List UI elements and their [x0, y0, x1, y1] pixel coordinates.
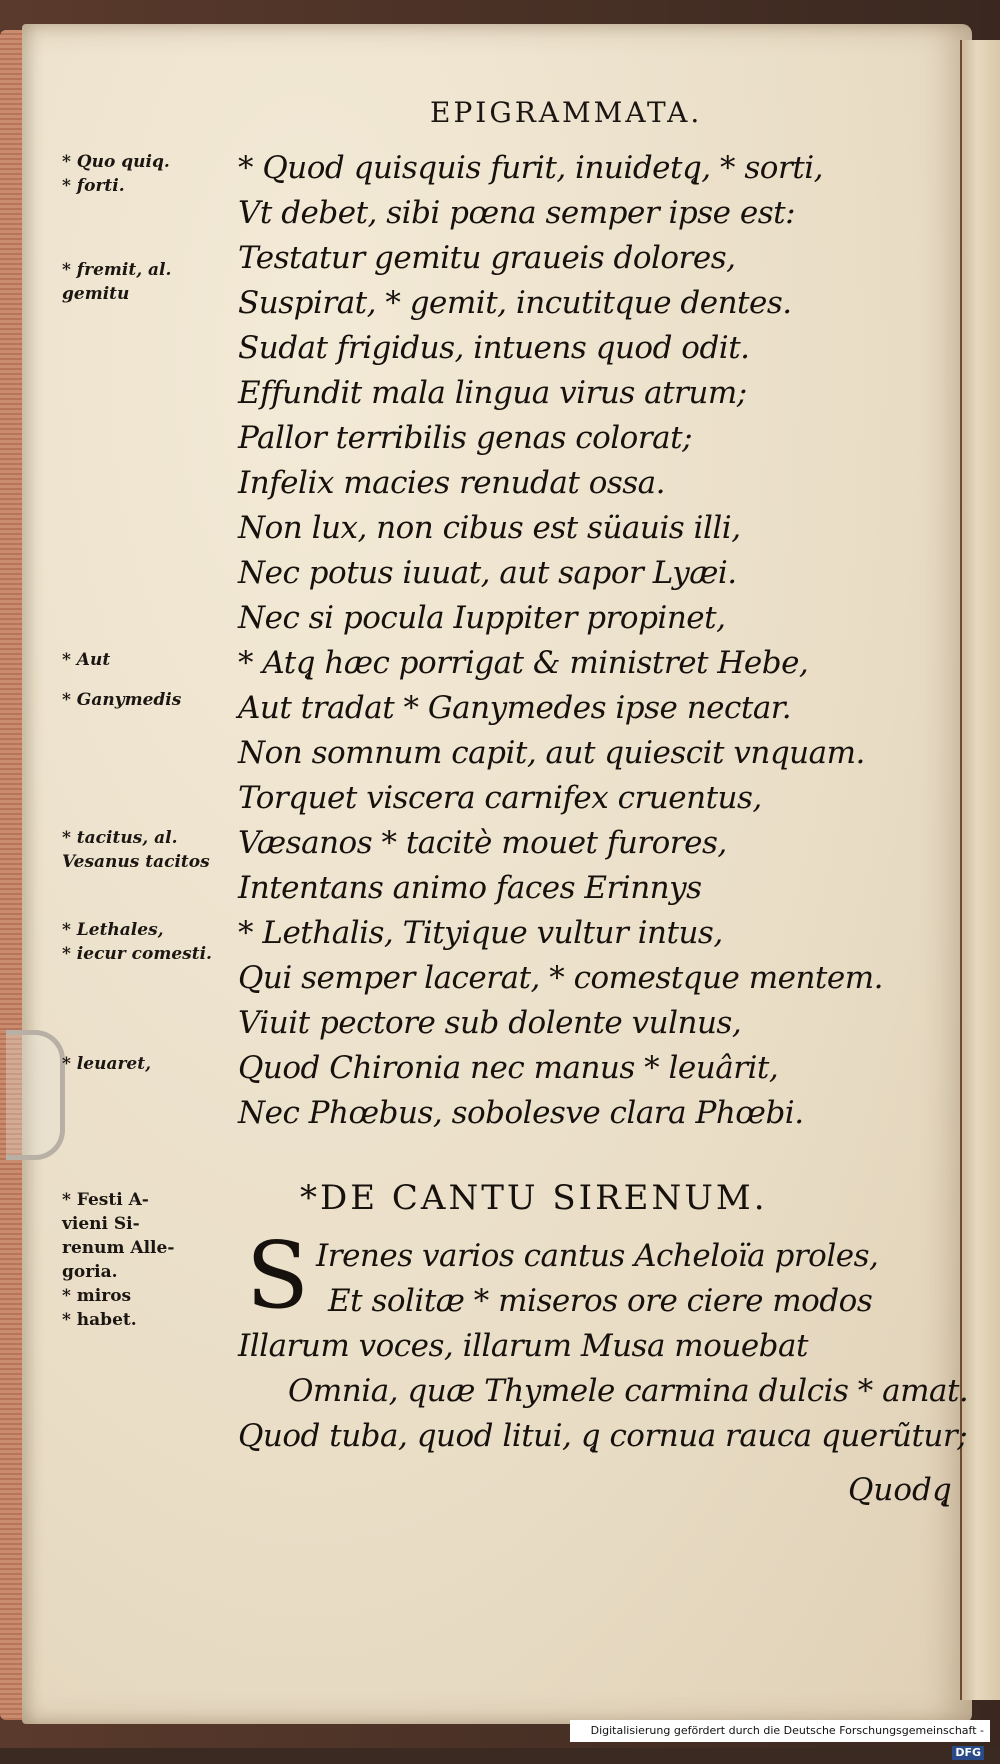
poem-line: * Quod quisquis furit, inuidetq̨, * sorti,: [238, 150, 823, 186]
poem-line: Effundit mala lingua virus atrum;: [238, 375, 747, 411]
poem-line: Et solitæ * miseros ore ciere modos: [328, 1283, 873, 1319]
poem-title: *DE CANTU SIRENUM.: [300, 1178, 768, 1218]
poem-line: Infelix macies renudat ossa.: [238, 465, 666, 501]
poem-line: Viuit pectore sub dolente vulnus,: [238, 1005, 742, 1041]
poem-line: Vt debet, sibi pœna semper ipse est:: [238, 195, 796, 231]
margin-note: * Festi A- vieni Si- renum Alle- goria. * miros * habet.: [62, 1190, 175, 1330]
dfg-logo: DFG: [952, 1746, 984, 1760]
margin-note: * Aut: [62, 650, 111, 670]
margin-note: * Lethales, * iecur comesti.: [62, 920, 212, 964]
margin-note: * leuaret,: [62, 1054, 152, 1074]
poem-line: Aut tradat * Ganymedes ipse nectar.: [238, 690, 792, 726]
poem-line: Suspirat, * gemit, incutitque dentes.: [238, 285, 792, 321]
poem-line: Sudat frigidus, intuens quod odit.: [238, 330, 750, 366]
poem-line: Nec si pocula Iuppiter propinet,: [238, 600, 726, 636]
poem-line: Non somnum capit, aut quiescit vnquam.: [238, 735, 865, 771]
poem-line: Quod tuba, quod litui, q̨ cornua rauca querũtur;: [238, 1418, 968, 1454]
book-clasp: [6, 1030, 65, 1160]
poem-line: Pallor terribilis genas colorat;: [238, 420, 693, 456]
poem-line: Non lux, non cibus est süauis illi,: [238, 510, 741, 546]
running-head: EPIGRAMMATA.: [430, 96, 703, 129]
margin-note: * tacitus, al. Vesanus tacitos: [62, 828, 210, 872]
footer-text: Digitalisierung gefördert durch die Deutsche Forschungsgemeinschaft -: [590, 1724, 984, 1737]
poem-line: Omnia, quæ Thymele carmina dulcis * amat.: [288, 1373, 969, 1409]
digitization-footer: [570, 1720, 990, 1759]
poem-line: Væsanos * tacitè mouet furores,: [238, 825, 727, 861]
margin-note: * Quo quiq̨. * forti.: [62, 152, 170, 196]
poem-line: Torquet viscera carnifex cruentus,: [238, 780, 762, 816]
margin-note: * Ganymedis: [62, 690, 182, 710]
poem-line: Qui semper lacerat, * comestque mentem.: [238, 960, 883, 996]
poem-line: Nec Phœbus, sobolesve clara Phœbi.: [238, 1095, 804, 1131]
drop-cap: S: [246, 1222, 310, 1329]
poem-line: * Atq̨ hæc porrigat & ministret Hebe,: [238, 645, 809, 681]
poem-line: Intentans animo faces Erinnys: [238, 870, 702, 906]
poem-line: Nec potus iuuat, aut sapor Lyæi.: [238, 555, 737, 591]
poem-line: Testatur gemitu graueis dolores,: [238, 240, 736, 276]
catchword: Quodq̨: [848, 1472, 952, 1508]
poem-line: Irenes varios cantus Acheloïa proles,: [316, 1238, 879, 1274]
poem-line: Illarum voces, illarum Musa mouebat: [238, 1328, 808, 1364]
poem-line: Quod Chironia nec manus * leuârit,: [238, 1050, 779, 1086]
poem-line: * Lethalis, Tityique vultur intus,: [238, 915, 723, 951]
margin-note: * fremit, al. gemitu: [62, 260, 172, 304]
